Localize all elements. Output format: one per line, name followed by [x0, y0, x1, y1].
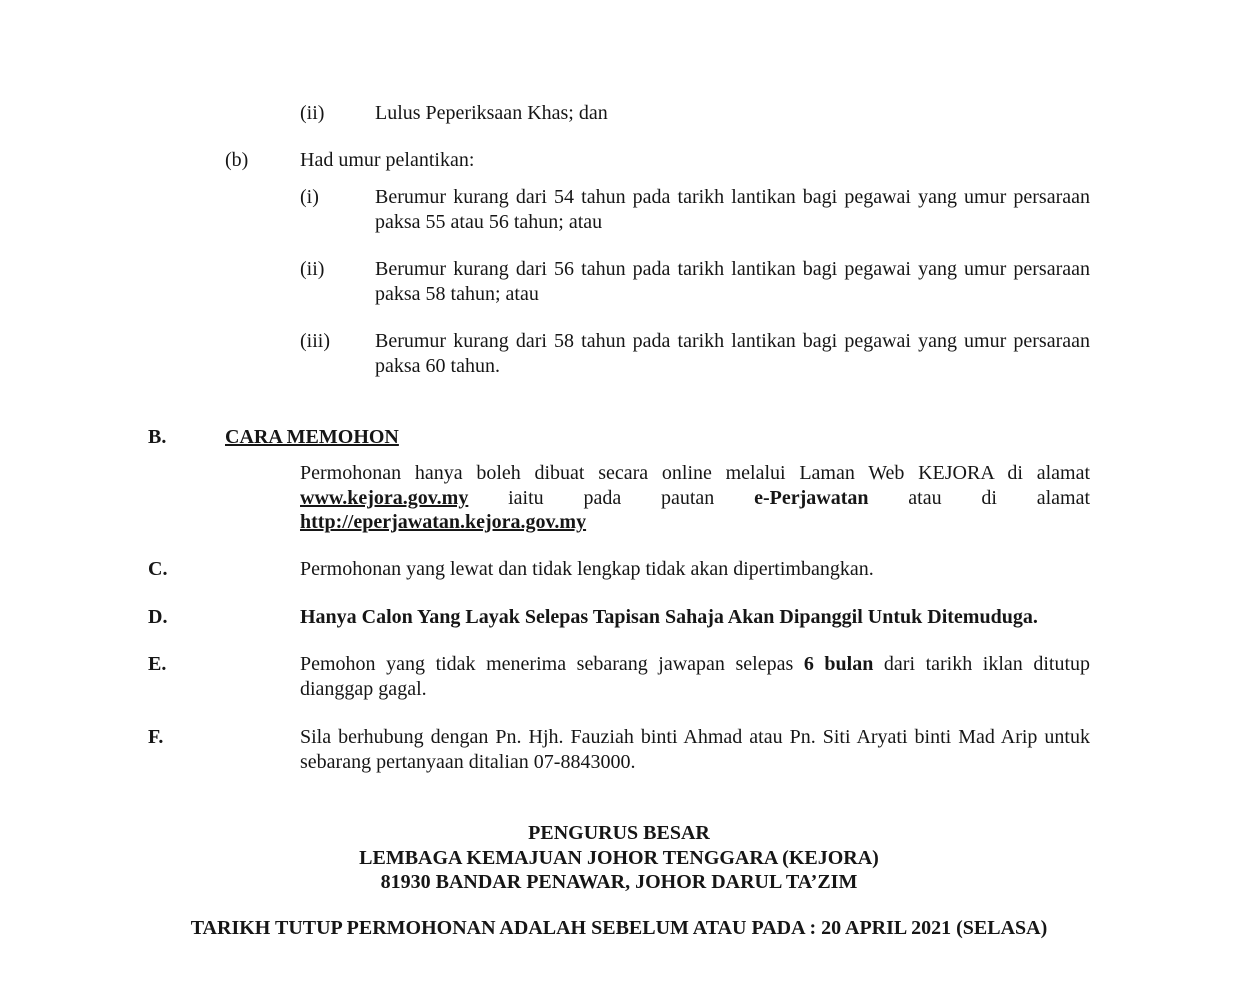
- closing-date-notice: TARIKH TUTUP PERMOHONAN ADALAH SEBELUM ATAU PADA : 20 APRIL 2021 (SELASA): [190, 917, 1048, 939]
- list-item-ii: [300, 257, 1090, 306]
- signature-title: PENGURUS BESAR: [528, 822, 710, 844]
- text-line: [300, 486, 1090, 511]
- list-marker: (b): [225, 149, 249, 171]
- list-marker: (iii): [300, 330, 330, 352]
- list-item-text: Had umur pelantikan:: [300, 149, 475, 171]
- text-line: Sila berhubung dengan Pn. Hjh. Fauziah binti Ahmad atau Pn. Siti Aryati binti Mad Arip untuk: [300, 726, 1090, 748]
- section-b-paragraph: [300, 461, 1090, 535]
- section-letter: D.: [148, 606, 168, 628]
- eperjawatan-url-link[interactable]: http://eperjawatan.kejora.gov.my: [300, 511, 587, 533]
- kejora-website-link[interactable]: www.kejora.gov.my: [300, 486, 469, 509]
- eperjawatan-label: e-Perjawatan: [754, 486, 869, 509]
- text-line: Berumur kurang dari 58 tahun pada tarikh lantikan bagi pegawai yang umur persaraan: [375, 330, 1090, 352]
- six-months-emphasis: 6 bulan: [803, 653, 874, 675]
- section-letter: F.: [148, 726, 164, 748]
- list-marker: (ii): [300, 258, 325, 280]
- text-line: Permohonan hanya boleh dibuat secara online melalui Laman Web KEJORA di alamat: [300, 462, 1090, 484]
- section-heading: CARA MEMOHON: [225, 426, 399, 448]
- signature-organization: LEMBAGA KEMAJUAN JOHOR TENGGARA (KEJORA): [359, 846, 879, 869]
- signature-block: [148, 821, 1090, 895]
- text-line: sebarang pertanyaan ditalian 07-8843000.: [300, 750, 636, 773]
- list-item-i: [300, 185, 1090, 234]
- list-item-text: [375, 185, 1090, 234]
- section-d: [148, 605, 1090, 630]
- text-line: dianggap gagal.: [300, 677, 427, 700]
- section-text: [300, 652, 1090, 701]
- list-item-text: [375, 257, 1090, 306]
- text-line: Berumur kurang dari 54 tahun pada tarikh lantikan bagi pegawai yang umur persaraan: [375, 186, 1090, 208]
- section-e: [148, 652, 1090, 701]
- list-marker: (i): [300, 186, 319, 208]
- section-letter: C.: [148, 558, 168, 580]
- text-line: paksa 55 atau 56 tahun; atau: [375, 210, 603, 233]
- section-letter: B.: [148, 426, 167, 448]
- text-segment: atau di alamat: [908, 486, 1090, 509]
- list-item-text: [375, 329, 1090, 378]
- text-line: paksa 60 tahun.: [375, 354, 500, 377]
- section-text: [300, 725, 1090, 774]
- text-line: Berumur kurang dari 56 tahun pada tarikh lantikan bagi pegawai yang umur persaraan: [375, 258, 1090, 280]
- section-b-heading-row: [148, 425, 1090, 450]
- text-segment: Pemohon yang tidak menerima sebarang jawapan selepas: [300, 653, 794, 675]
- text-segment: iaitu pada pautan: [508, 486, 715, 509]
- signature-address: 81930 BANDAR PENAWAR, JOHOR DARUL TA’ZIM: [380, 871, 858, 893]
- section-text: Permohonan yang lewat dan tidak lengkap tidak akan dipertimbangkan.: [300, 558, 874, 580]
- list-item-b: [225, 148, 1090, 173]
- list-item-text: Lulus Peperiksaan Khas; dan: [375, 102, 608, 124]
- text-line: [300, 652, 1090, 677]
- section-letter: E.: [148, 653, 167, 675]
- text-line: [300, 510, 1090, 535]
- section-c: [148, 557, 1090, 582]
- text-segment: dari tarikh iklan ditutup: [883, 653, 1091, 675]
- list-item-iii: [300, 329, 1090, 378]
- section-text: Hanya Calon Yang Layak Selepas Tapisan Sahaja Akan Dipanggil Untuk Ditemuduga.: [300, 606, 1038, 628]
- text-line: paksa 58 tahun; atau: [375, 282, 539, 305]
- list-item-top: [300, 101, 1090, 126]
- list-marker: (ii): [300, 102, 325, 124]
- section-f: [148, 725, 1090, 774]
